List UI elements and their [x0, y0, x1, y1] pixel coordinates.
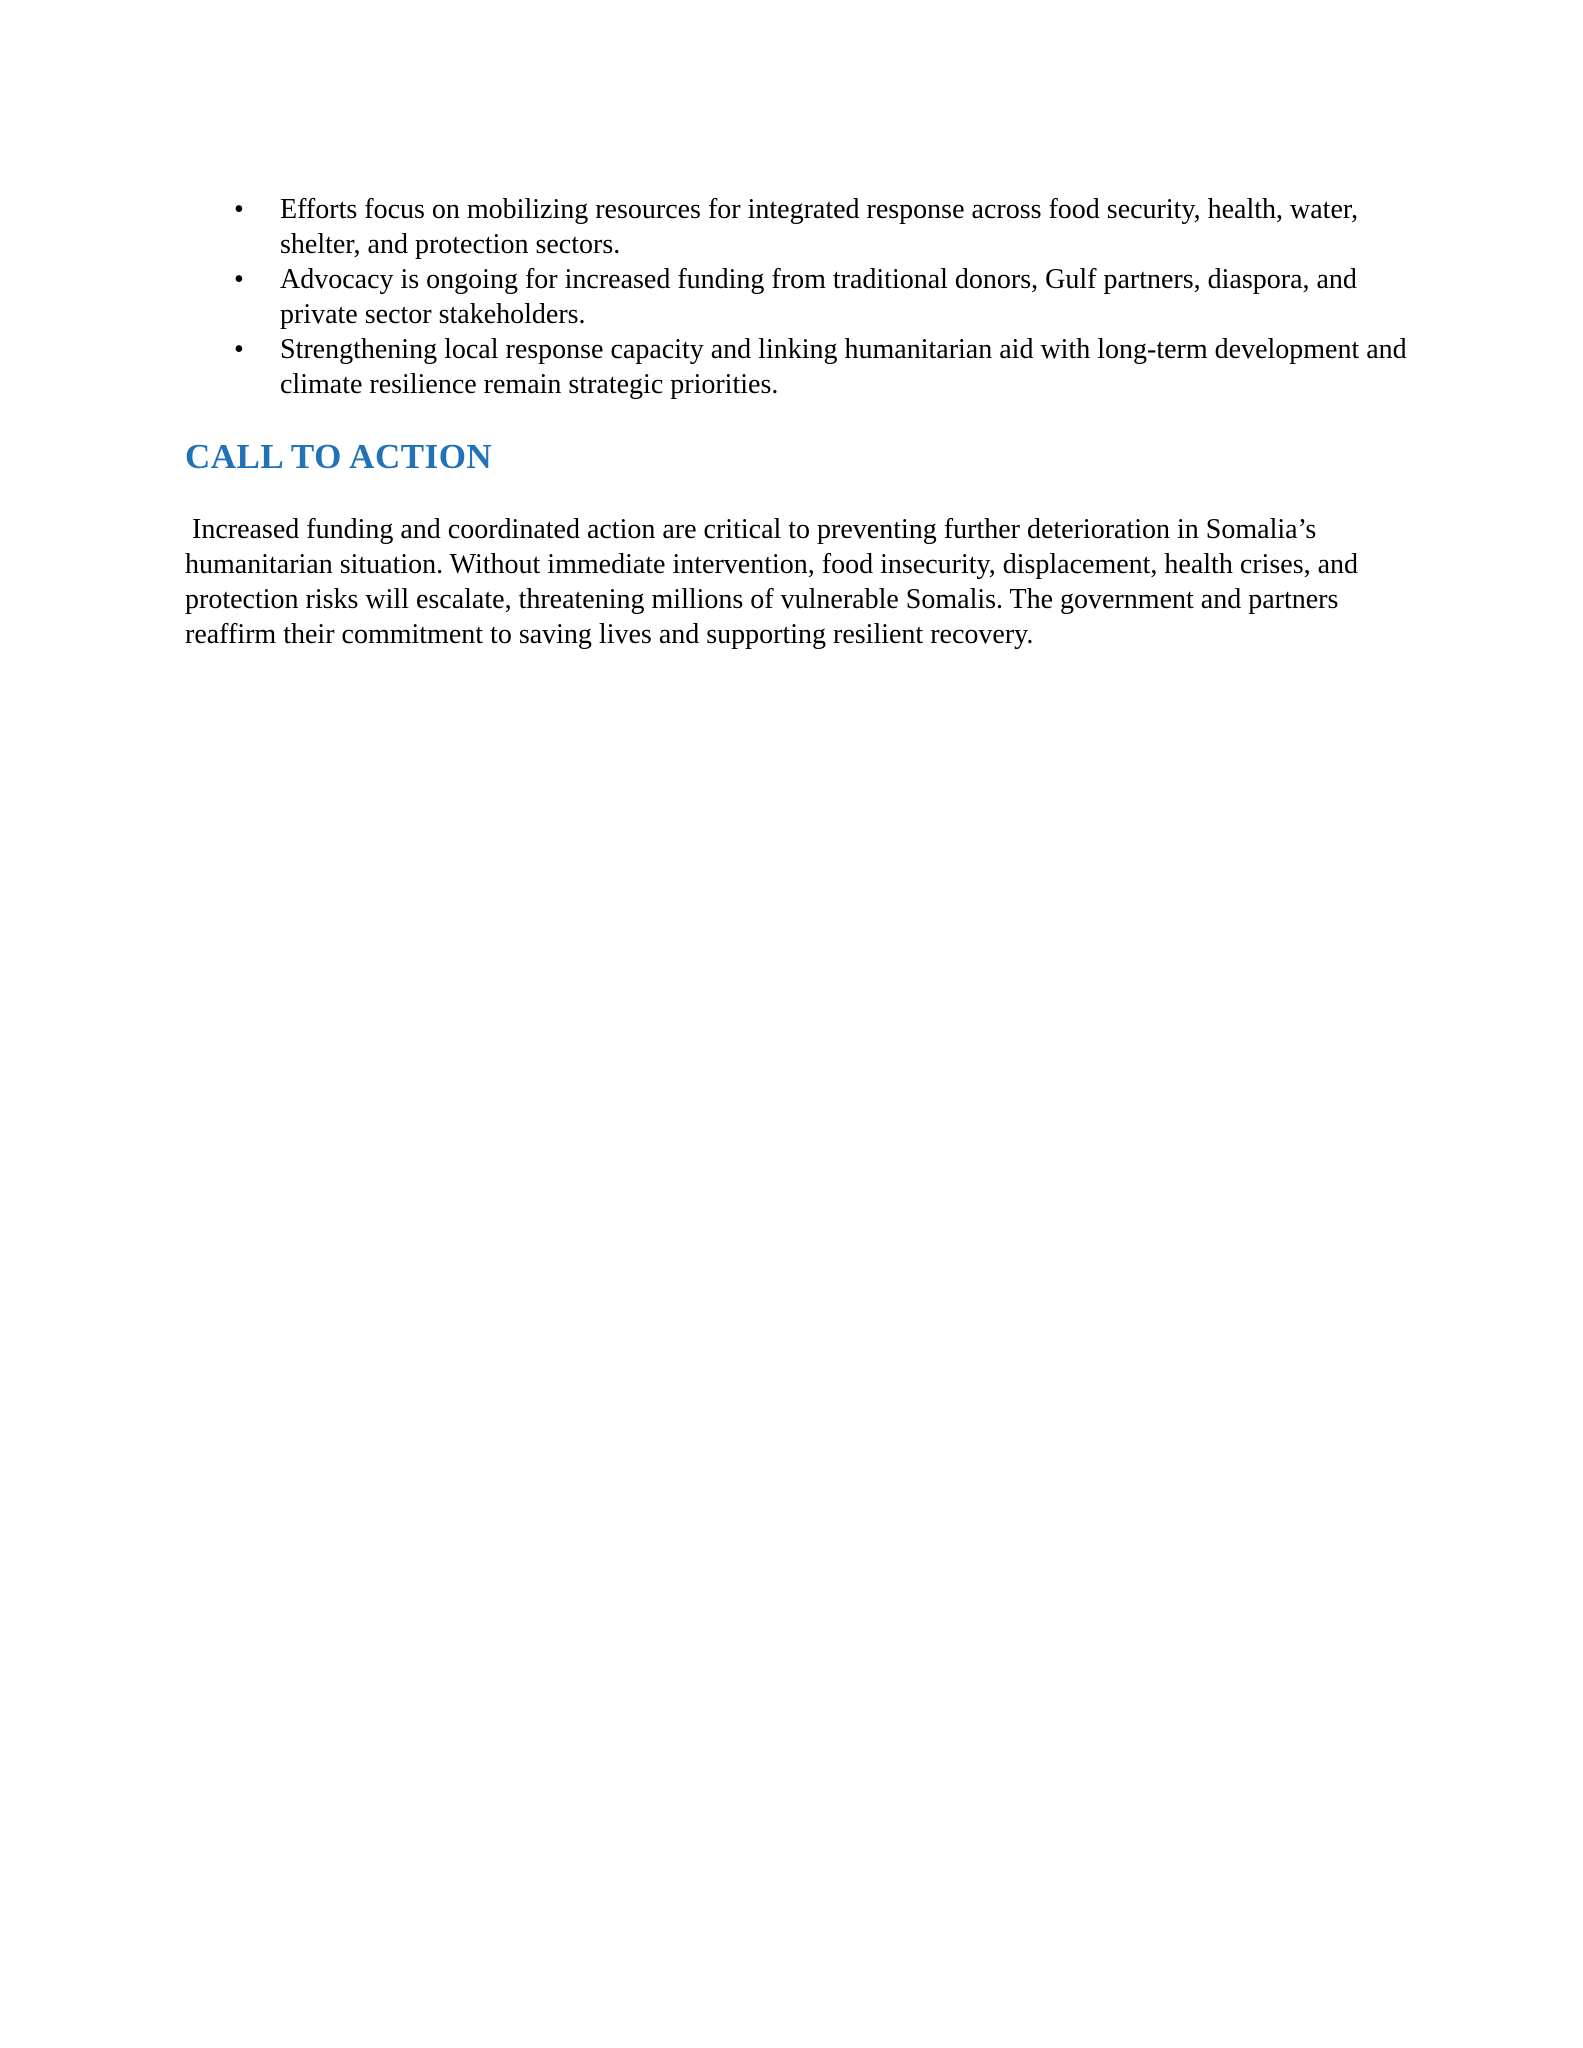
section-heading: CALL TO ACTION	[185, 437, 493, 476]
document-content	[185, 192, 1415, 652]
bullet-item: • Advocacy is ongoing for increased funding from traditional donors, Gulf partners, diaspora, and private sector stakeholders.	[185, 262, 1415, 332]
bullet-item: • Strengthening local response capacity and linking humanitarian aid with long-term development and climate resilience remain strategic priorities.	[185, 332, 1415, 402]
bullet-item: • Efforts focus on mobilizing resources for integrated response across food security, health, water, shelter, and protection sectors.	[185, 192, 1415, 262]
bullet-list	[185, 192, 1415, 402]
body-paragraph: Increased funding and coordinated action are critical to preventing further deterioration in Somalia’s humanitarian situation. Without immediate intervention, food insecurity, displacement, health crises, and protection risks will escalate, threatening millions of vulnerable Somalis. The government and partners reaffirm their commitment to saving lives and supporting resilient recovery.	[185, 514, 1366, 650]
